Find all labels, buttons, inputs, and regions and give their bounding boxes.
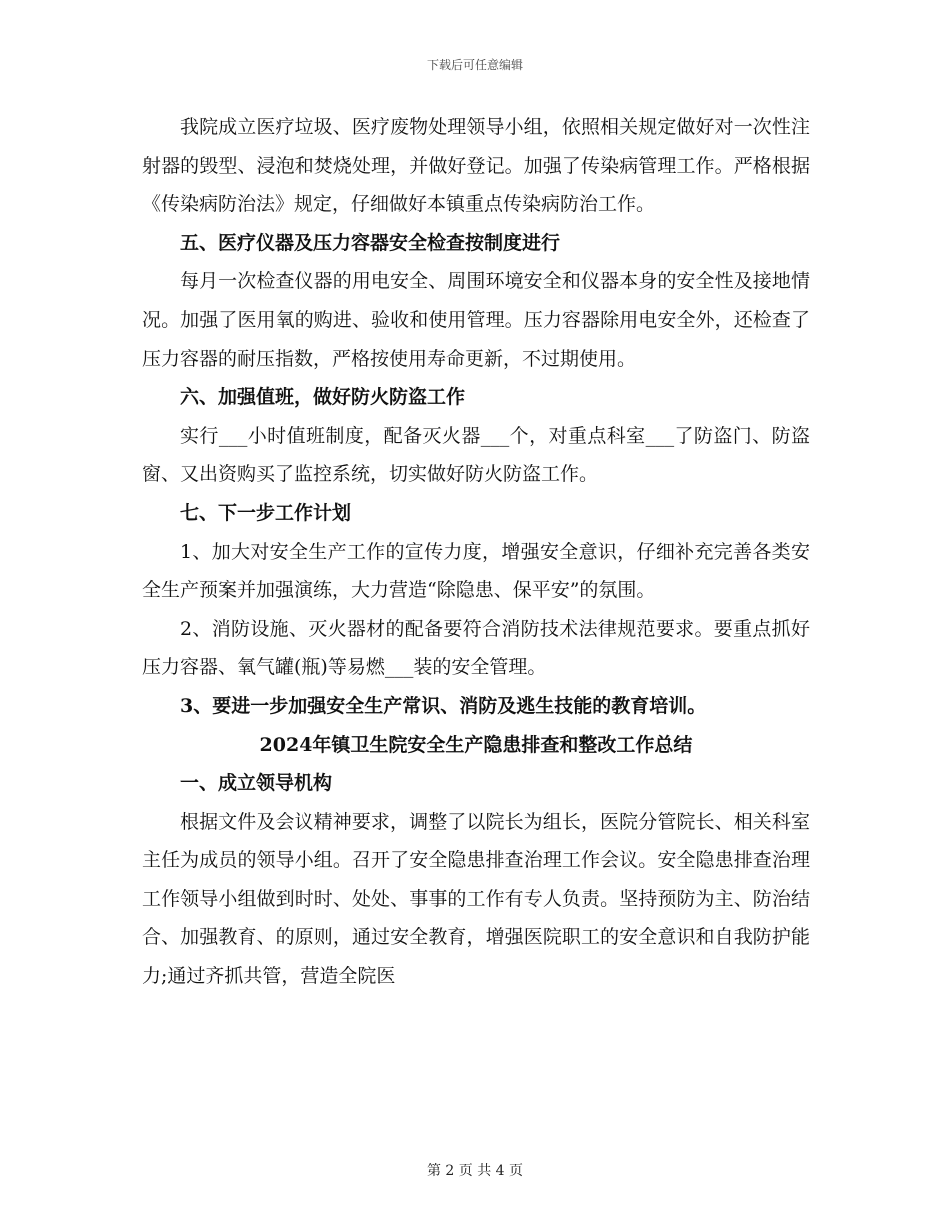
paragraph-leadership: 根据文件及会议精神要求，调整了以院长为组长，医院分管院长、相关科室主任为成员的领导小组。召开了安全隐患排查治理工作会议。安全隐患排查治理工作领导小组做到时时、处处、事事的工作有专人负责。坚持预防为主、防治结合、加强教育、的原则，通过安全教育，增强医院职工的安全意识和自我防护能力;通过齐抓共管，营造全院医 xyxy=(142,810,810,988)
document-body xyxy=(142,108,810,996)
section-heading-7: 七、下一步工作计划 xyxy=(180,501,352,524)
section-heading-6: 六、加强值班，做好防火防盗工作 xyxy=(180,386,466,409)
paragraph-plan-2: 2、消防设施、灭火器材的配备要符合消防技术法律规范要求。要重点抓好压力容器、氧气罐(瓶)等易燃___装的安全管理。 xyxy=(142,617,810,679)
paragraph-medical-waste: 我院成立医疗垃圾、医疗废物处理领导小组，依照相关规定做好对一次性注射器的毁型、浸泡和焚烧处理，并做好登记。加强了传染病管理工作。严格根据《传染病防治法》规定，仔细做好本镇重点传染病防治工作。 xyxy=(142,116,810,216)
page-header: 下载后可任意编辑 xyxy=(426,58,523,72)
section-heading-1: 一、成立领导机构 xyxy=(180,772,333,795)
page-footer: 第 2 页 共 4 页 xyxy=(426,1163,524,1179)
paragraph-equipment-check: 每月一次检查仪器的用电安全、周围环境安全和仪器本身的安全性及接地情况。加强了医用氧的购进、验收和使用管理。压力容器除用电安全外，还检查了压力容器的耐压指数，严格按使用寿命更新，不过期使用。 xyxy=(142,270,810,370)
paragraph-fire-theft: 实行___小时值班制度，配备灭火器___个，对重点科室___了防盗门、防盗窗、又出资购买了监控系统，切实做好防火防盗工作。 xyxy=(142,424,810,486)
document-title: 2024年镇卫生院安全生产隐患排查和整改工作总结 xyxy=(259,733,693,756)
paragraph-plan-1: 1、加大对安全生产工作的宣传力度，增强安全意识，仔细补充完善各类安全生产预案并加强演练，大力营造“除隐患、保平安”的氛围。 xyxy=(142,540,810,602)
paragraph-plan-3: 3、要进一步加强安全生产常识、消防及逃生技能的教育培训。 xyxy=(180,694,707,717)
section-heading-5: 五、医疗仪器及压力容器安全检查按制度进行 xyxy=(180,231,561,254)
